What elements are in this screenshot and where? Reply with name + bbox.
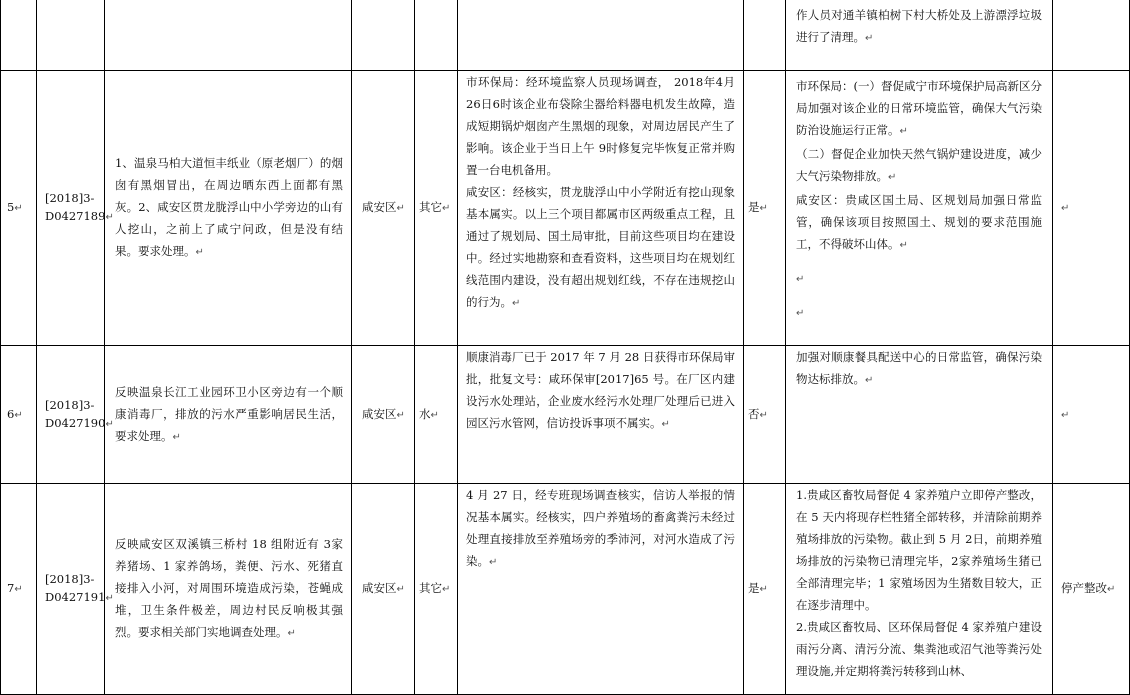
cell-type: 水↵: [415, 346, 458, 484]
cell-description: 反映咸安区双溪镇三桥村 18 组附近有 3家养猪场、1 家养鸽场，粪便、污水、死猪直接排入小河，对周围环境造成污染，苍蝇成堆，卫生条件极差，周边村民反响极其强烈。要求相关部门实地调查处理。↵: [105, 484, 352, 695]
measures-paragraph: 2.贵咸区畜牧局、区环保局督促 4 家养殖户建设雨污分离、清污分流、集粪池或沼气池等粪污处理设施,并定期将粪污转移到山林、: [796, 620, 1042, 678]
cell-measures: [786, 484, 1053, 695]
measures-paragraph: 作人员对通羊镇柏树下村大桥处及上游漂浮垃圾进行了清理。↵: [796, 8, 1042, 44]
cell-measures: [786, 0, 1053, 71]
result-paragraph: 咸安区：经核实，贯龙胧浮山中小学附近有挖山现象基本属实。以上三个项目都属市区两级重点工程，且通过了规划局、国土局审批，目前这些项目均在建设中。经过实地勘察和查看资料，这些项目均在规划红线范围内建设，没有超出规划红线，不存在违规挖山的行为。↵: [466, 185, 735, 309]
cell-description: 1、温泉马柏大道恒丰纸业（原老烟厂）的烟囱有黑烟冒出，在周边晒东西上面都有黑灰。2、咸安区贯龙胧浮山中小学旁边的山有人挖山，之前上了咸宁问政，但是没有结果。要求处理。↵: [105, 71, 352, 346]
result-paragraph: 市环保局：经环境监察人员现场调查， 2018年4月26日6时该企业布袋除尘器给料器电机发生故障，造成短期锅炉烟囱产生黑烟的现象，对周边居民产生了影响。该企业于当日上午 9时修复完毕恢复正常并购置一台电机备用。: [466, 75, 735, 177]
cell-result: [458, 346, 744, 484]
measures-paragraph: ↵: [796, 274, 805, 285]
cell-type: 其它↵: [415, 484, 458, 695]
measures-paragraph: 加强对顺康餐具配送中心的日常监管，确保污染物达标排放。↵: [796, 350, 1042, 386]
cell-note: 停产整改↵: [1053, 484, 1130, 695]
cell-code: [37, 0, 105, 71]
measures-paragraph: （二）督促企业加快天然气锅炉建设进度，减少大气污染物排放。↵: [796, 147, 1042, 183]
cell-result: [458, 71, 744, 346]
cell-verified: 是↵: [744, 484, 786, 695]
cell-measures: [786, 346, 1053, 484]
cell-type: [415, 0, 458, 71]
table-row: [1, 0, 1130, 71]
measures-paragraph: ↵: [796, 308, 805, 319]
cell-verified: [744, 0, 786, 71]
cell-measures: [786, 71, 1053, 346]
cell-verified: 是↵: [744, 71, 786, 346]
table-row: [1, 484, 1130, 695]
cell-description: 反映温泉长江工业园环卫小区旁边有一个顺康消毒厂，排放的污水严重影响居民生活，要求处理。↵: [105, 346, 352, 484]
cell-result: [458, 484, 744, 695]
result-paragraph: 顺康消毒厂已于 2017 年 7 月 28 日获得市环保局审批，批复文号：咸环保审[2017]65 号。在厂区内建设污水处理站，企业废水经污水处理厂处理后已进入园区污水管网，信访投诉事项不属实。↵: [466, 350, 735, 430]
measures-paragraph: 咸安区：贵咸区国土局、区规划局加强日常监管，确保该项目按照国土、规划的要求范围施工，不得破坏山体。↵: [796, 193, 1042, 251]
measures-paragraph: 市环保局：(一）督促咸宁市环境保护局高新区分局加强对该企业的日常环境监管，确保大气污染防治设施运行正常。↵: [796, 79, 1042, 137]
cell-no: 7↵: [1, 484, 37, 695]
cell-note: ↵: [1053, 71, 1130, 346]
cell-result: [458, 0, 744, 71]
cell-type: 其它↵: [415, 71, 458, 346]
cell-description: [105, 0, 352, 71]
cell-verified: 否↵: [744, 346, 786, 484]
table-row: [1, 71, 1130, 346]
table-row: [1, 346, 1130, 484]
cell-no: [1, 0, 37, 71]
cell-code: [2018]3-D0427190↵: [37, 346, 105, 484]
cell-area: [352, 0, 415, 71]
result-paragraph: 4 月 27 日，经专班现场调查核实，信访人举报的情况基本属实。经核实，四户养殖场的畜禽粪污未经过处理直接排放至养殖场旁的季沛河，对河水造成了污染。↵: [466, 488, 735, 568]
cell-area: 咸安区↵: [352, 346, 415, 484]
cell-no: 6↵: [1, 346, 37, 484]
cell-code: [2018]3-D0427191↵: [37, 484, 105, 695]
cell-area: 咸安区↵: [352, 71, 415, 346]
cell-note: [1053, 0, 1130, 71]
cell-note: ↵: [1053, 346, 1130, 484]
measures-paragraph: 1.贵咸区畜牧局督促 4 家养殖户立即停产整改，在 5 天内将现存栏牲猪全部转移，并清除前期养殖场排放的污染物。截止到 5 月 2日，前期养殖场排放的污染物已清理完毕，2家养殖场生猪已全部清理完毕；1 家殖场因为生猪数目较大，正在逐步清理中。: [796, 488, 1042, 612]
cell-code: [2018]3-D0427189↵: [37, 71, 105, 346]
cell-no: 5↵: [1, 71, 37, 346]
cell-area: 咸安区↵: [352, 484, 415, 695]
